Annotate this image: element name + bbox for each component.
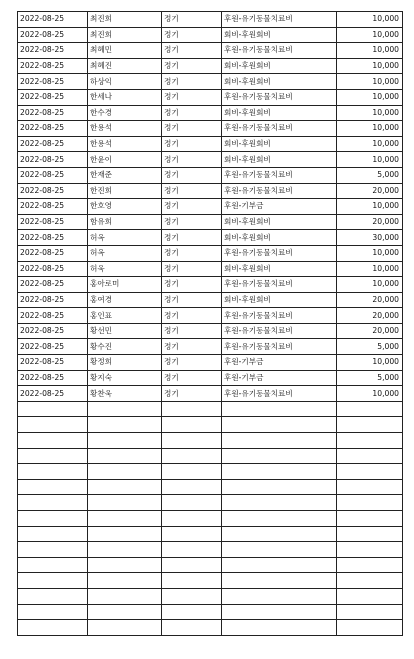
name-cell: 황찬욱 [88,386,162,402]
category-cell: 후원-유기동물치료비 [222,121,337,137]
amount-cell: 5,000 [337,370,403,386]
empty-cell [88,573,162,589]
type-cell: 정기 [162,167,222,183]
date-cell: 2022-08-25 [18,183,88,199]
category-cell: 후원-유기동물치료비 [222,308,337,324]
amount-cell: 10,000 [337,245,403,261]
empty-cell [337,573,403,589]
empty-cell [337,604,403,620]
name-cell: 최혜민 [88,43,162,59]
empty-cell [222,479,337,495]
table-row [18,12,403,28]
empty-cell [222,433,337,449]
category-cell: 회비-후원회비 [222,292,337,308]
type-cell: 정기 [162,183,222,199]
empty-cell [18,401,88,417]
empty-cell [162,588,222,604]
empty-cell [162,433,222,449]
empty-cell [18,433,88,449]
amount-cell: 10,000 [337,152,403,168]
empty-cell [222,588,337,604]
empty-cell [337,511,403,527]
empty-cell [162,542,222,558]
empty-row [18,511,403,527]
empty-cell [337,526,403,542]
empty-cell [337,557,403,573]
empty-row [18,495,403,511]
date-cell: 2022-08-25 [18,339,88,355]
category-cell: 회비-후원회비 [222,58,337,74]
empty-row [18,620,403,636]
category-cell: 회비-후원회비 [222,214,337,230]
category-cell: 회비-후원회비 [222,105,337,121]
empty-cell [88,401,162,417]
amount-cell: 20,000 [337,308,403,324]
empty-cell [88,433,162,449]
empty-cell [337,401,403,417]
empty-cell [222,495,337,511]
amount-cell: 10,000 [337,105,403,121]
type-cell: 정기 [162,370,222,386]
empty-cell [162,557,222,573]
name-cell: 한용석 [88,136,162,152]
amount-cell: 20,000 [337,323,403,339]
date-cell: 2022-08-25 [18,136,88,152]
date-cell: 2022-08-25 [18,199,88,215]
type-cell: 정기 [162,230,222,246]
category-cell: 회비-후원회비 [222,27,337,43]
amount-cell: 10,000 [337,261,403,277]
date-cell: 2022-08-25 [18,386,88,402]
table-row [18,230,403,246]
empty-row [18,588,403,604]
amount-cell: 10,000 [337,277,403,293]
amount-cell: 10,000 [337,27,403,43]
empty-cell [162,620,222,636]
empty-cell [18,542,88,558]
amount-cell: 5,000 [337,167,403,183]
name-cell: 황수진 [88,339,162,355]
category-cell: 후원-유기동물치료비 [222,277,337,293]
type-cell: 정기 [162,199,222,215]
type-cell: 정기 [162,74,222,90]
empty-cell [222,557,337,573]
empty-row [18,464,403,480]
table-row [18,89,403,105]
empty-cell [18,495,88,511]
name-cell: 한재준 [88,167,162,183]
empty-row [18,557,403,573]
table-row [18,152,403,168]
empty-cell [88,511,162,527]
name-cell: 한수경 [88,105,162,121]
type-cell: 정기 [162,152,222,168]
empty-cell [222,526,337,542]
empty-row [18,604,403,620]
amount-cell: 10,000 [337,43,403,59]
empty-cell [18,448,88,464]
table-row [18,370,403,386]
empty-cell [88,448,162,464]
empty-cell [162,464,222,480]
empty-cell [88,417,162,433]
date-cell: 2022-08-25 [18,43,88,59]
table-row [18,136,403,152]
type-cell: 정기 [162,27,222,43]
date-cell: 2022-08-25 [18,214,88,230]
empty-row [18,526,403,542]
table-row [18,214,403,230]
name-cell: 한세나 [88,89,162,105]
empty-cell [222,401,337,417]
category-cell: 후원-유기동물치료비 [222,386,337,402]
name-cell: 황정희 [88,355,162,371]
empty-cell [337,464,403,480]
type-cell: 정기 [162,43,222,59]
name-cell: 최혜진 [88,58,162,74]
name-cell: 한진희 [88,183,162,199]
category-cell: 후원-기부금 [222,370,337,386]
table-row [18,167,403,183]
amount-cell: 20,000 [337,292,403,308]
empty-row [18,417,403,433]
empty-cell [18,620,88,636]
type-cell: 정기 [162,355,222,371]
amount-cell: 10,000 [337,89,403,105]
table-row [18,183,403,199]
empty-cell [222,417,337,433]
table-row [18,105,403,121]
category-cell: 후원-유기동물치료비 [222,245,337,261]
date-cell: 2022-08-25 [18,245,88,261]
amount-cell: 10,000 [337,355,403,371]
category-cell: 회비-후원회비 [222,152,337,168]
empty-cell [88,620,162,636]
date-cell: 2022-08-25 [18,105,88,121]
type-cell: 정기 [162,277,222,293]
name-cell: 홍아로미 [88,277,162,293]
empty-cell [337,495,403,511]
empty-cell [337,588,403,604]
type-cell: 정기 [162,245,222,261]
category-cell: 후원-유기동물치료비 [222,323,337,339]
name-cell: 허욱 [88,261,162,277]
amount-cell: 10,000 [337,136,403,152]
date-cell: 2022-08-25 [18,152,88,168]
type-cell: 정기 [162,339,222,355]
empty-cell [337,448,403,464]
empty-cell [222,542,337,558]
empty-row [18,433,403,449]
empty-cell [18,479,88,495]
date-cell: 2022-08-25 [18,74,88,90]
empty-cell [162,604,222,620]
category-cell: 후원-유기동물치료비 [222,339,337,355]
empty-cell [18,557,88,573]
name-cell: 허옥 [88,230,162,246]
table-row [18,58,403,74]
category-cell: 후원-유기동물치료비 [222,183,337,199]
date-cell: 2022-08-25 [18,355,88,371]
empty-row [18,448,403,464]
table-row [18,261,403,277]
empty-cell [162,448,222,464]
category-cell: 회비-후원회비 [222,230,337,246]
date-cell: 2022-08-25 [18,230,88,246]
empty-row [18,573,403,589]
empty-cell [162,511,222,527]
empty-cell [18,417,88,433]
category-cell: 회비-후원회비 [222,261,337,277]
table-row [18,199,403,215]
empty-cell [88,604,162,620]
date-cell: 2022-08-25 [18,308,88,324]
empty-row [18,479,403,495]
amount-cell: 20,000 [337,214,403,230]
table-row [18,74,403,90]
empty-cell [337,542,403,558]
date-cell: 2022-08-25 [18,292,88,308]
amount-cell: 10,000 [337,58,403,74]
date-cell: 2022-08-25 [18,89,88,105]
date-cell: 2022-08-25 [18,58,88,74]
empty-cell [337,620,403,636]
type-cell: 정기 [162,105,222,121]
type-cell: 정기 [162,58,222,74]
name-cell: 황지숙 [88,370,162,386]
amount-cell: 5,000 [337,339,403,355]
type-cell: 정기 [162,89,222,105]
date-cell: 2022-08-25 [18,12,88,28]
name-cell: 허옥 [88,245,162,261]
empty-cell [162,417,222,433]
name-cell: 황선민 [88,323,162,339]
amount-cell: 10,000 [337,121,403,137]
empty-cell [162,573,222,589]
type-cell: 정기 [162,121,222,137]
amount-cell: 10,000 [337,386,403,402]
empty-cell [18,526,88,542]
type-cell: 정기 [162,323,222,339]
empty-cell [18,604,88,620]
category-cell: 후원-유기동물치료비 [222,89,337,105]
date-cell: 2022-08-25 [18,27,88,43]
empty-cell [222,448,337,464]
empty-cell [18,588,88,604]
name-cell: 한호영 [88,199,162,215]
empty-cell [162,526,222,542]
table-row [18,292,403,308]
name-cell: 한윤이 [88,152,162,168]
empty-cell [222,620,337,636]
date-cell: 2022-08-25 [18,167,88,183]
empty-cell [18,464,88,480]
empty-row [18,542,403,558]
category-cell: 회비-후원회비 [222,74,337,90]
empty-cell [88,479,162,495]
empty-cell [18,573,88,589]
empty-cell [162,495,222,511]
type-cell: 정기 [162,214,222,230]
empty-cell [222,511,337,527]
name-cell: 한용석 [88,121,162,137]
category-cell: 회비-후원회비 [222,136,337,152]
table-row [18,121,403,137]
empty-cell [222,604,337,620]
table-row [18,323,403,339]
empty-cell [337,479,403,495]
table-row [18,308,403,324]
date-cell: 2022-08-25 [18,323,88,339]
empty-cell [88,495,162,511]
category-cell: 후원-기부금 [222,199,337,215]
table-row [18,277,403,293]
type-cell: 정기 [162,12,222,28]
name-cell: 하상익 [88,74,162,90]
category-cell: 후원-유기동물치료비 [222,43,337,59]
date-cell: 2022-08-25 [18,370,88,386]
empty-cell [162,479,222,495]
empty-cell [88,542,162,558]
date-cell: 2022-08-25 [18,277,88,293]
category-cell: 후원-기부금 [222,355,337,371]
table-row [18,339,403,355]
name-cell: 홍여경 [88,292,162,308]
empty-cell [18,511,88,527]
name-cell: 함유희 [88,214,162,230]
type-cell: 정기 [162,136,222,152]
amount-cell: 30,000 [337,230,403,246]
amount-cell: 20,000 [337,183,403,199]
category-cell: 후원-유기동물치료비 [222,12,337,28]
name-cell: 최진희 [88,12,162,28]
type-cell: 정기 [162,386,222,402]
empty-cell [337,417,403,433]
category-cell: 후원-유기동물치료비 [222,167,337,183]
type-cell: 정기 [162,292,222,308]
table-row [18,43,403,59]
date-cell: 2022-08-25 [18,121,88,137]
empty-cell [88,526,162,542]
amount-cell: 10,000 [337,74,403,90]
table-row [18,386,403,402]
empty-cell [88,557,162,573]
donation-ledger-table [17,11,403,636]
amount-cell: 10,000 [337,12,403,28]
table-row [18,27,403,43]
name-cell: 홍인표 [88,308,162,324]
empty-cell [222,464,337,480]
amount-cell: 10,000 [337,199,403,215]
type-cell: 정기 [162,308,222,324]
empty-cell [88,588,162,604]
name-cell: 최진희 [88,27,162,43]
empty-cell [222,573,337,589]
empty-row [18,401,403,417]
empty-cell [88,464,162,480]
empty-cell [337,433,403,449]
type-cell: 정기 [162,261,222,277]
table-row [18,355,403,371]
table-row [18,245,403,261]
date-cell: 2022-08-25 [18,261,88,277]
empty-cell [162,401,222,417]
ledger-body [18,12,403,636]
